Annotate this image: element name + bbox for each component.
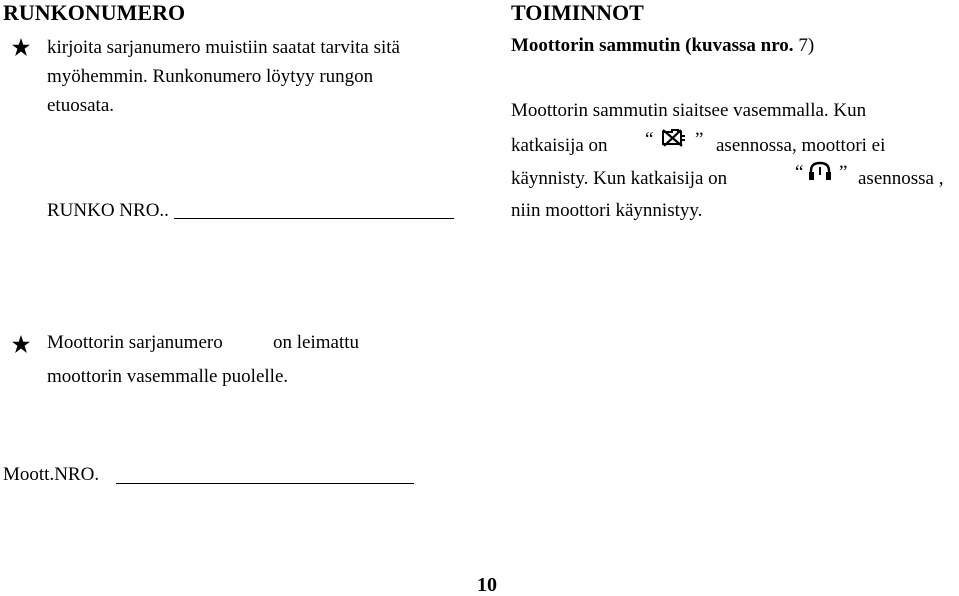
- frame-number-field[interactable]: [174, 218, 454, 219]
- paragraph-line: Moottorin sammutin siaitsee vasemmalla. Kun: [511, 100, 867, 121]
- paragraph-line: käynnisty. Kun katkaisija on: [511, 168, 728, 189]
- quote-open: “: [795, 162, 804, 183]
- paragraph-line: katkaisija on: [511, 135, 608, 156]
- section-heading-runkonumero: RUNKONUMERO: [3, 0, 186, 25]
- paragraph-line: asennossa ,: [858, 168, 944, 189]
- bullet-text-line: moottorin vasemmalle puolelle.: [47, 366, 289, 387]
- star-bullet-icon: [12, 38, 30, 56]
- bullet-text-line: myöhemmin. Runkonumero löytyy rungon: [47, 66, 374, 87]
- engine-number-field[interactable]: [116, 483, 414, 484]
- engine-off-icon: [660, 128, 686, 150]
- subheading-bold: Moottorin sammutin (kuvassa nro.: [511, 35, 794, 56]
- subheading-number: 7): [798, 35, 815, 56]
- bullet-text-line: kirjoita sarjanumero muistiin saatat tarvita sitä: [47, 37, 400, 58]
- engine-number-label: Moott.NRO.: [3, 464, 100, 485]
- paragraph-line: asennossa, moottori ei: [716, 135, 886, 156]
- engine-run-icon: [807, 161, 833, 183]
- bullet-text-line: on leimattu: [273, 332, 360, 353]
- quote-close: ”: [839, 162, 848, 183]
- section-heading-toiminnot: TOIMINNOT: [511, 0, 644, 25]
- frame-number-label: RUNKO NRO..: [47, 200, 169, 221]
- page-number: 10: [477, 574, 497, 596]
- paragraph-line: niin moottori käynnistyy.: [511, 200, 703, 221]
- subheading: [511, 33, 814, 59]
- bullet-text-line: etuosata.: [47, 95, 115, 116]
- quote-close: ”: [695, 129, 704, 150]
- quote-open: “: [645, 129, 654, 150]
- star-bullet-icon: [12, 335, 30, 353]
- bullet-text-line: Moottorin sarjanumero: [47, 332, 223, 353]
